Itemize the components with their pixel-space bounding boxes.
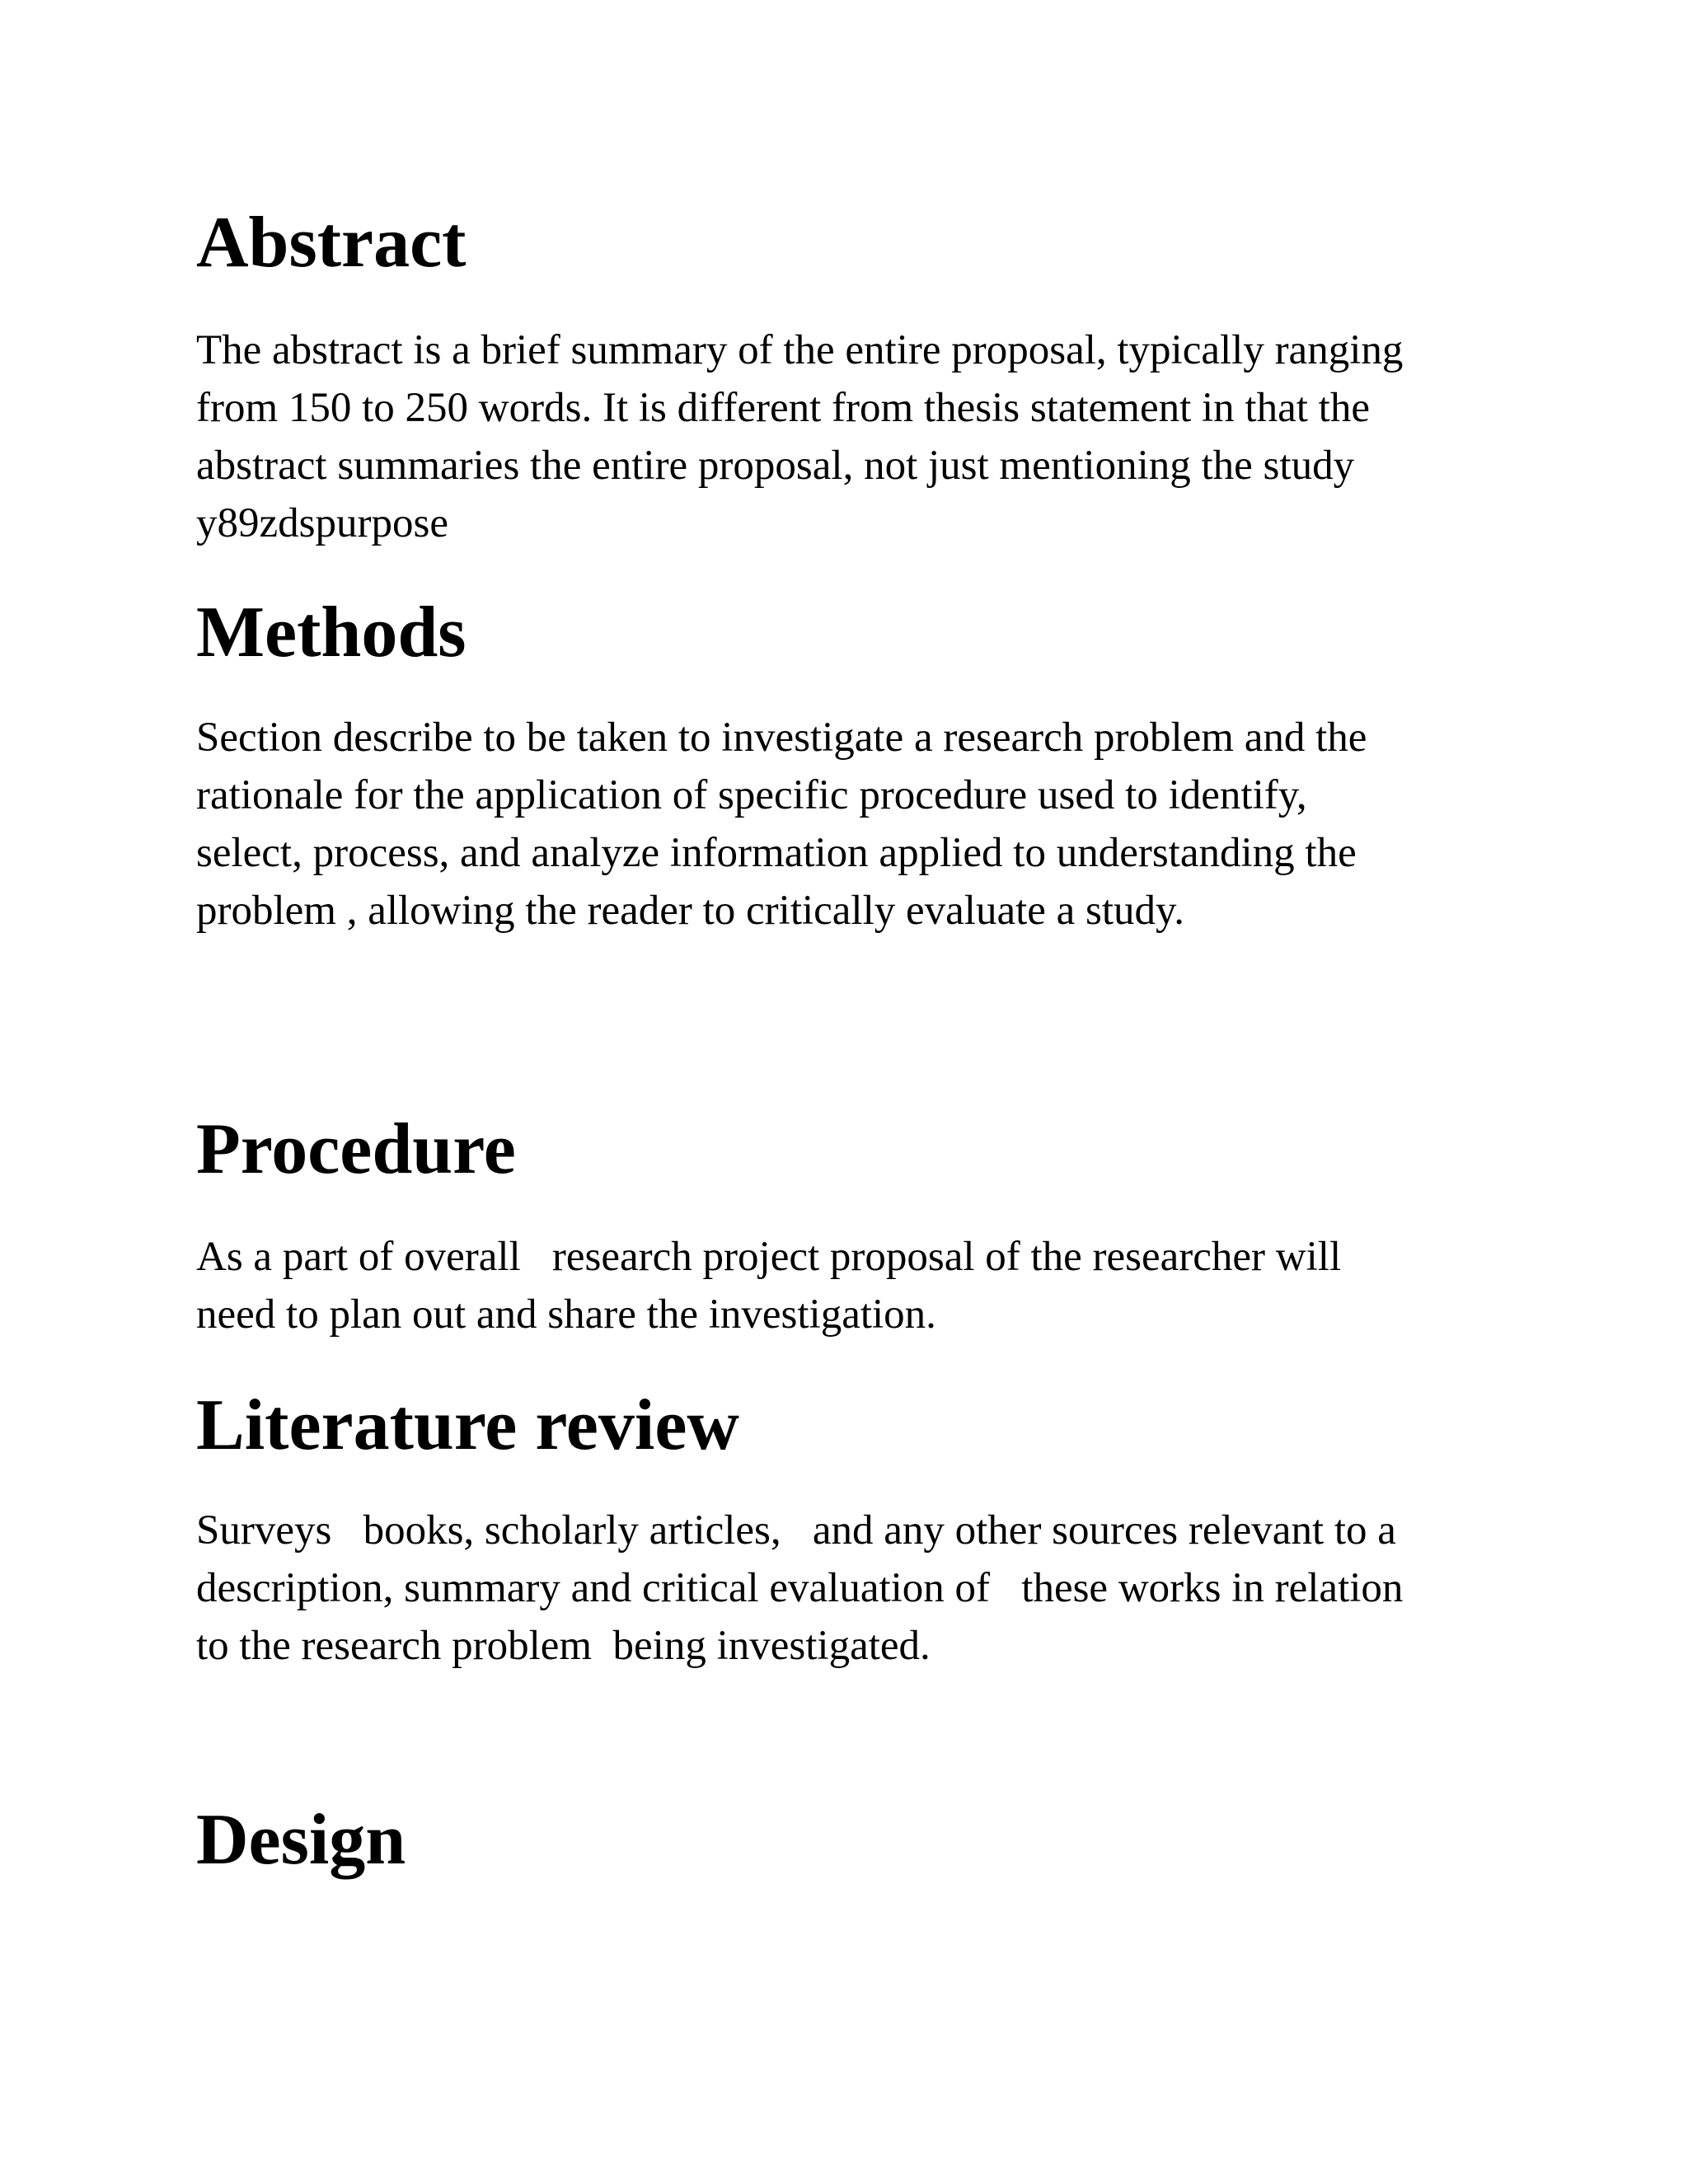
text-line: Section describe to be taken to investigate a research problem and the <box>196 715 1367 761</box>
heading-methods: Methods <box>196 593 467 673</box>
paragraph-methods <box>196 709 1482 940</box>
text-line: abstract summaries the entire proposal, not just mentioning the study <box>196 443 1355 489</box>
heading-literature-review: Literature review <box>196 1385 739 1465</box>
text-line: As a part of overall research project proposal of the researcher will <box>196 1234 1342 1280</box>
text-line: to the research problem being investigated. <box>196 1623 931 1669</box>
heading-procedure: Procedure <box>196 1109 516 1189</box>
text-line: description, summary and critical evaluation of these works in relation <box>196 1565 1404 1611</box>
text-line: need to plan out and share the investigation. <box>196 1291 936 1338</box>
text-line: Surveys books, scholarly articles, and any other sources relevant to a <box>196 1507 1396 1554</box>
paragraph-procedure <box>196 1228 1482 1343</box>
heading-abstract: Abstract <box>196 203 467 283</box>
text-line: select, process, and analyze information applied to understanding the <box>196 830 1357 876</box>
paragraph-literature-review <box>196 1502 1482 1675</box>
text-line: problem , allowing the reader to critically evaluate a study. <box>196 888 1184 934</box>
text-line: from 150 to 250 words. It is different from thesis statement in that the <box>196 385 1370 431</box>
text-line: The abstract is a brief summary of the entire proposal, typically ranging <box>196 327 1404 373</box>
heading-design: Design <box>196 1800 406 1880</box>
text-line: rationale for the application of specific procedure used to identify, <box>196 772 1307 818</box>
paragraph-abstract <box>196 321 1482 552</box>
text-line: y89zdspurpose <box>196 500 448 546</box>
